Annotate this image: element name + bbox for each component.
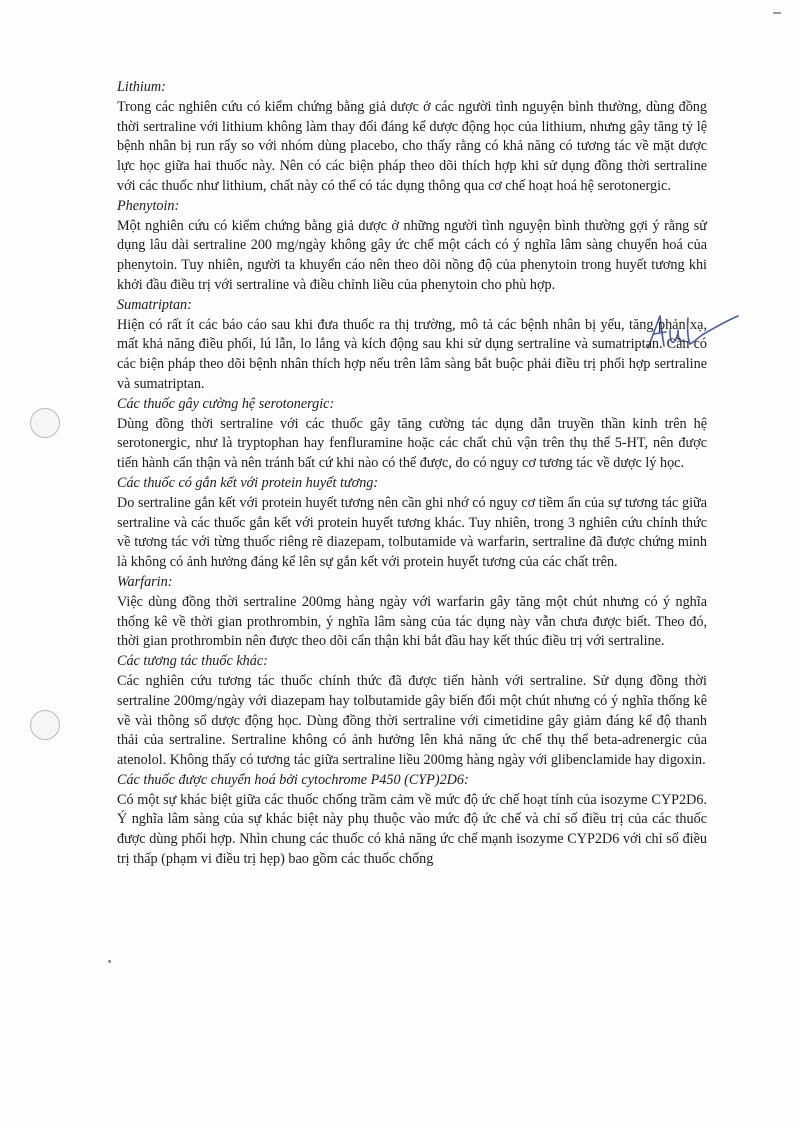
scan-mark: [773, 12, 781, 14]
section-heading-other-interactions: Các tương tác thuốc khác:: [117, 653, 268, 670]
punch-hole-icon: [30, 710, 60, 740]
section-heading-serotonergic: Các thuốc gây cường hệ serotonergic:: [117, 395, 335, 412]
section-body-cyp2d6: Có một sự khác biệt giữa các thuốc chống trầm cảm về mức độ ức chế hoạt tính của isozyme CYP2D6. Ý nghĩa lâm sàng của sự khác biệt này phụ thuộc vào mức độ ức chế và chỉ số điều trị của các thuốc được dùng phối hợp. Nhìn chung các thuốc có khả năng ức chế mạnh isozyme CYP2D6 với chỉ số điều trị thấp (phạm vi điều trị hẹp) bao gồm các thuốc chống: [117, 791, 707, 868]
punch-hole-icon: [30, 408, 60, 438]
section-body-sumatriptan: Hiện có rất ít các báo cáo sau khi đưa thuốc ra thị trường, mô tả các bệnh nhân bị yếu, tăng phản xạ, mất khả năng điều phối, lú lẫn, lo lắng và kích động sau khi sử dụng sertraline và sumatriptan. Cần có các biện pháp theo dõi bệnh nhân thích hợp nếu trên lâm sàng bắt buộc phải điều trị phối hợp sertraline và sumatriptan.: [117, 316, 707, 392]
section-body-other-interactions: Các nghiên cứu tương tác thuốc chính thức đã được tiến hành với sertraline. Sử dụng đồng thời sertraline 200mg/ngày với diazepam hay tolbutamide gây biến đổi một chút nhưng có ý nghĩa thống kê về vài thông số dược động học. Dùng đồng thời sertraline với cimetidine gây giảm đáng kể độ thanh thải của sertraline. Sertraline không có ảnh hưởng lên khả năng ức chế thụ thể beta-adrenergic của atenolol. Không thấy có tương tác giữa sertraline liều 200mg hàng ngày với glibenclamide hay digoxin.: [117, 672, 707, 769]
section-heading-sumatriptan: Sumatriptan:: [117, 296, 192, 313]
section-heading-cyp2d6: Các thuốc được chuyển hoá bởi cytochrome P450 (CYP)2D6:: [117, 771, 469, 788]
document-page: [117, 78, 707, 870]
section-heading-lithium: Lithium:: [117, 79, 166, 95]
section-heading-phenytoin: Phenytoin:: [117, 197, 180, 214]
section-body-serotonergic: Dùng đồng thời sertraline với các thuốc gây tăng cường tác dụng dẫn truyền thần kinh trên hệ serotonergic, như là tryptophan hay fenfluramine hoặc các chất chủ vận trên thụ thể 5-HT, nên được tiến hành cẩn thận và nên tránh bất cứ khi nào có thể được, do có nguy cơ tương tác về dược lý học.: [117, 415, 707, 472]
section-heading-protein-binding: Các thuốc có gắn kết với protein huyết tương:: [117, 474, 379, 491]
section-body-protein-binding: Do sertraline gắn kết với protein huyết tương nên cần ghi nhớ có nguy cơ tiềm ẩn của sự tương tác giữa sertraline và các thuốc gắn kết với protein huyết tương khác. Tuy nhiên, trong 3 nghiên cứu chính thức về tương tác với từng thuốc riêng rẽ diazepam, tolbutamide và warfarin, sertraline đã được chứng minh là không có ảnh hưởng đáng kể lên sự gắn kết với protein huyết tương của các chất trên.: [117, 494, 707, 571]
section-body-phenytoin: Một nghiên cứu có kiểm chứng bằng giả dược ở những người tình nguyện bình thường gợi ý rằng sử dụng lâu dài sertraline 200 mg/ngày không gây ức chế một cách có ý nghĩa lâm sàng chuyển hoá của phenytoin. Tuy nhiên, người ta khuyến cáo nên theo dõi nồng độ của phenytoin trong huyết tương khi khởi đầu điều trị với sertraline và điều chỉnh liều của phenytoin cho phù hợp.: [117, 217, 707, 293]
scan-speck: [108, 960, 111, 963]
section-body-lithium: Trong các nghiên cứu có kiểm chứng bằng giả dược ở các người tình nguyện bình thường, dùng đồng thời sertraline với lithium không làm thay đổi đáng kể dược động học của lithium, nhưng gây tăng tỷ lệ bệnh nhân bị run rẩy so với nhóm dùng placebo, cho thấy rằng có khả năng có tương tác về mặt dược lực học giữa hai thuốc này. Nên có các biện pháp theo dõi thích hợp khi sử dụng đồng thời sertraline với các thuốc như lithium, chất này có thể có tác dụng thông qua cơ chế hoạt hoá hệ serotonergic.: [117, 98, 707, 194]
section-heading-warfarin: Warfarin:: [117, 573, 173, 590]
section-body-warfarin: Việc dùng đồng thời sertraline 200mg hàng ngày với warfarin gây tăng một chút nhưng có ý nghĩa thống kê về thời gian prothrombin, ý nghĩa lâm sàng của tác dụng này vẫn chưa được biết. Theo đó, thời gian prothrombin nên được theo dõi cẩn thận khi bắt đầu hay kết thúc điều trị với sertraline.: [117, 593, 707, 650]
